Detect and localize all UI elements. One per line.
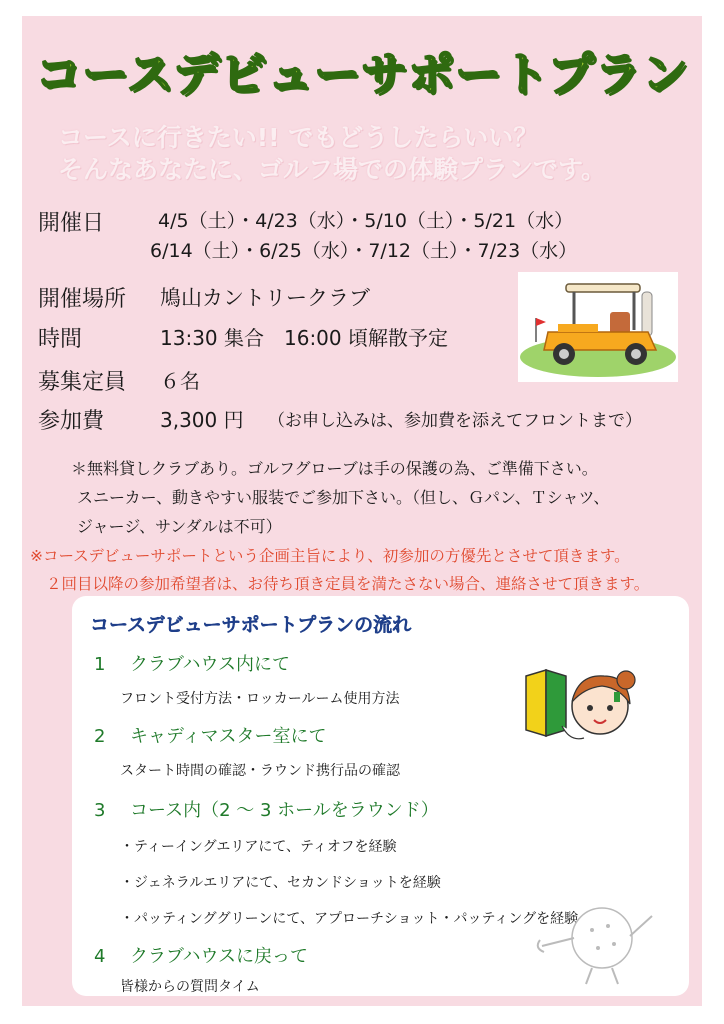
step-4	[94, 942, 308, 968]
note-line-2: スニーカー、動きやすい服装でご参加下さい。（但し、Ｇパン、Ｔシャツ、	[77, 488, 610, 507]
notes	[71, 454, 610, 541]
beginner-mark-icon	[522, 666, 642, 746]
flow-box	[72, 596, 689, 996]
step-1-detail: フロント受付方法・ロッカールーム使用方法	[120, 691, 400, 707]
golf-cart-illustration	[518, 272, 678, 382]
venue-label: 開催場所	[38, 287, 127, 312]
subtitle	[58, 122, 678, 186]
time-label: 時間	[38, 327, 83, 352]
flyer-page	[22, 16, 702, 1006]
step-label: キャディマスター室にて	[130, 726, 327, 747]
golf-ball-icon	[522, 896, 672, 996]
capacity-row	[38, 365, 518, 395]
date-label: 開催日	[38, 211, 105, 236]
girl-with-beginner-mark-illustration	[522, 666, 642, 746]
step-2-detail: スタート時間の確認・ラウンド携行品の確認	[120, 763, 400, 779]
note-line-1: ＊無料貸しクラブあり。ゴルフグローブは手の保護の為、ご準備下さい。	[71, 459, 598, 478]
capacity-value: ６名	[160, 369, 200, 393]
subtitle-line-1: コースに行きたい!! でもどうしたらいい？	[58, 123, 539, 152]
step-3-detail-2: ・ジェネラルエリアにて、セカンドショットを経験	[120, 875, 441, 891]
page-title: コースデビューサポートプラン	[35, 47, 689, 101]
venue-value: 鳩山カントリークラブ	[160, 286, 370, 310]
step-2	[94, 722, 327, 748]
step-3-detail-1: ・ティーイングエリアにて、ティオフを経験	[120, 839, 397, 855]
golf-ball-character-illustration	[522, 896, 672, 996]
time-value: 13:30 集合 16:00 頃解散予定	[160, 326, 448, 350]
red-note-1: ※コースデビューサポートという企画主旨により、初参加の方優先とさせて頂きます。	[30, 547, 630, 565]
step-number: 4	[94, 946, 106, 967]
step-label: コース内（2 ～ 3 ホールをラウンド）	[130, 800, 439, 821]
step-4-detail: 皆様からの質問タイム	[120, 979, 260, 995]
fee-label: 参加費	[38, 409, 105, 434]
step-number: 3	[94, 800, 106, 821]
dates-line-2: 6/14（土）・6/25（水）・7/12（土）・7/23（水）	[150, 240, 578, 262]
capacity-label: 募集定員	[38, 370, 127, 395]
time-row	[38, 322, 518, 352]
step-3-detail-3: ・パッティンググリーンにて、アプローチショット・パッティングを経験	[120, 911, 579, 927]
step-3	[94, 796, 439, 822]
fee-value: 3,300 円	[160, 408, 244, 432]
red-note-2: ２回目以降の参加希望者は、お待ち頂き定員を満たさない場合、連絡させて頂きます。	[46, 575, 650, 593]
fee-row	[38, 404, 688, 434]
date-row	[38, 206, 678, 266]
note-line-3: ジャージ、サンダルは不可）	[77, 517, 282, 536]
step-number: 1	[94, 654, 106, 675]
subtitle-line-2: そんなあなたに、ゴルフ場での体験プランです。	[58, 155, 607, 184]
flow-title: コースデビューサポートプランの流れ	[90, 614, 412, 636]
venue-row	[38, 282, 518, 312]
fee-note: （お申し込みは、参加費を添えてフロントまで）	[268, 411, 642, 431]
step-number: 2	[94, 726, 106, 747]
step-label: クラブハウスに戻って	[130, 946, 309, 967]
step-label: クラブハウス内にて	[130, 654, 291, 675]
dates-line-1: 4/5（土）・4/23（水）・5/10（土）・5/21（水）	[158, 210, 574, 232]
golf-cart-icon	[518, 272, 678, 382]
step-1	[94, 650, 290, 676]
